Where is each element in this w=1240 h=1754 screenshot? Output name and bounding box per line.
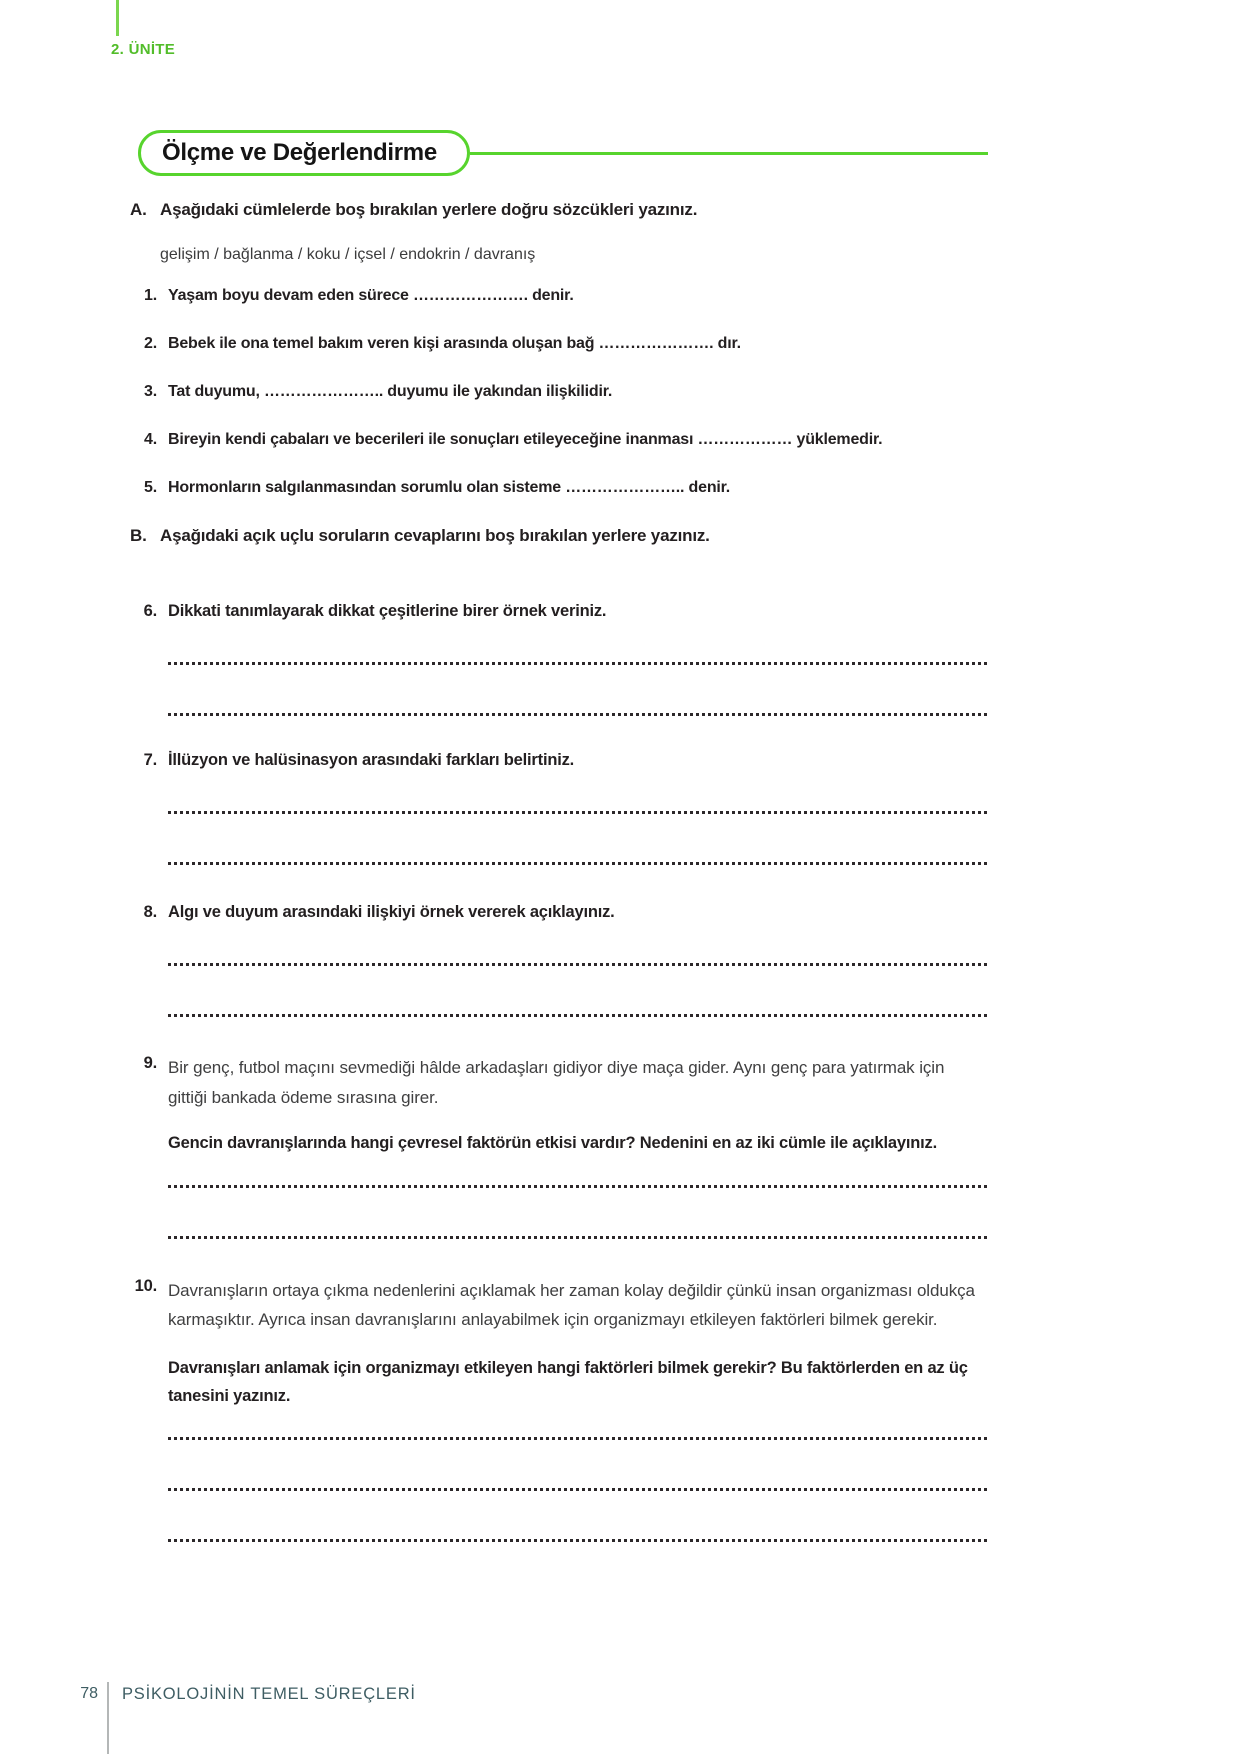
page-number: 78 [80,1685,98,1702]
question-row [130,902,987,1017]
question-text: Algı ve duyum arasındaki ilişkiyi örnek vererek açıklayınız. [168,903,615,921]
item-number: 7. [143,751,157,769]
section-b-heading [130,526,987,546]
section-title-row [138,130,988,176]
item-text: Yaşam boyu devam eden sürece …………………. denir. [168,287,574,304]
item-text: Bireyin kendi çabaları ve becerileri ile sonuçları etileyeceğine inanması ……………… yüklemedir. [168,431,883,448]
item-number: 8. [143,903,157,921]
question-column [168,1276,987,1542]
question-column [168,601,987,716]
section-a-label: A. [130,200,147,219]
item-number: 3. [144,383,157,400]
answer-line [168,710,987,716]
fill-blank-item [130,382,987,402]
question-text: Dikkati tanımlayarak dikkat çeşitlerine birer örnek veriniz. [168,602,607,620]
footer-book-title: PSİKOLOJİNİN TEMEL SÜREÇLERİ [122,1685,416,1703]
item-number: 1. [144,287,157,304]
fill-blank-item [130,478,987,498]
item-text: Bebek ile ona temel bakım veren kişi arasında oluşan bağ …………………. dır. [168,335,741,352]
open-question-9 [130,1053,987,1239]
answer-line [168,1182,987,1188]
question-column [168,902,987,1017]
footer-divider-line [107,1682,109,1754]
open-question-8 [130,902,987,1017]
scenario-text: Davranışların ortaya çıkma nedenlerini açıklamak her zaman kolay değildir çünkü insan organizması oldukça karmaşıktır. Ayrıca insan davranışlarını anlayabilmek için organizmayı etkileyen faktörleri bilmek gerekir. [168,1281,975,1329]
page-title: Ölçme ve Değerlendirme [162,139,437,166]
unit-marker-line [116,0,119,36]
item-number: 2. [144,335,157,352]
answer-line [168,1536,987,1542]
fill-blank-item [130,286,987,306]
open-question-6 [130,601,987,716]
fill-blank-item [130,334,987,354]
answer-line [168,808,987,814]
answer-line [168,859,987,865]
question-text: Davranışları anlamak için organizmayı etkileyen hangi faktörleri bilmek gerekir? Bu faktörlerden en az üç tanesini yazınız. [168,1359,968,1405]
item-text: Hormonların salgılanmasından sorumlu olan sisteme ………………….. denir. [168,479,731,496]
section-b-instruction: Aşağıdaki açık uçlu soruların cevaplarını boş bırakılan yerlere yazınız. [160,526,710,545]
unit-label: 2. ÜNİTE [111,41,176,58]
section-a-heading [130,200,987,220]
answer-line [168,659,987,665]
word-bank: gelişim / bağlanma / koku / içsel / endokrin / davranış [160,246,536,263]
fill-blank-list [130,286,987,498]
answer-line [168,1434,987,1440]
item-number: 10. [134,1277,157,1295]
question-row [130,750,987,865]
question-column [168,750,987,865]
item-text: Tat duyumu, ………………….. duyumu ile yakından ilişkilidir. [168,383,613,400]
section-a-instruction: Aşağıdaki cümlelerde boş bırakılan yerlere doğru sözcükleri yazınız. [160,200,698,219]
item-number: 9. [143,1054,157,1072]
section-b-label: B. [130,526,147,545]
fill-blank-item [130,430,987,450]
scenario-text: Bir genç, futbol maçını sevmediği hâlde arkadaşları gidiyor diye maça gider. Aynı genç para yatırmak için gittiği bankada ödeme sırasına girer. [168,1058,945,1107]
question-row [130,601,987,716]
open-question-7 [130,750,987,865]
question-column [168,1053,987,1239]
item-number: 5. [144,479,157,496]
answer-line [168,960,987,966]
title-rule-line [470,152,988,155]
item-number: 4. [144,431,157,448]
open-question-10 [130,1276,987,1542]
section-title-pill [138,130,470,176]
question-text: İllüzyon ve halüsinasyon arasındaki farkları belirtiniz. [168,751,575,769]
answer-line [168,1011,987,1017]
main-content [130,200,987,1542]
question-text: Gencin davranışlarında hangi çevresel faktörün etkisi vardır? Nedenini en az iki cümle ile açıklayınız. [168,1134,937,1152]
question-row [130,1276,987,1542]
question-row [130,1053,987,1239]
answer-line [168,1233,987,1239]
item-number: 6. [143,602,157,620]
answer-line [168,1485,987,1491]
